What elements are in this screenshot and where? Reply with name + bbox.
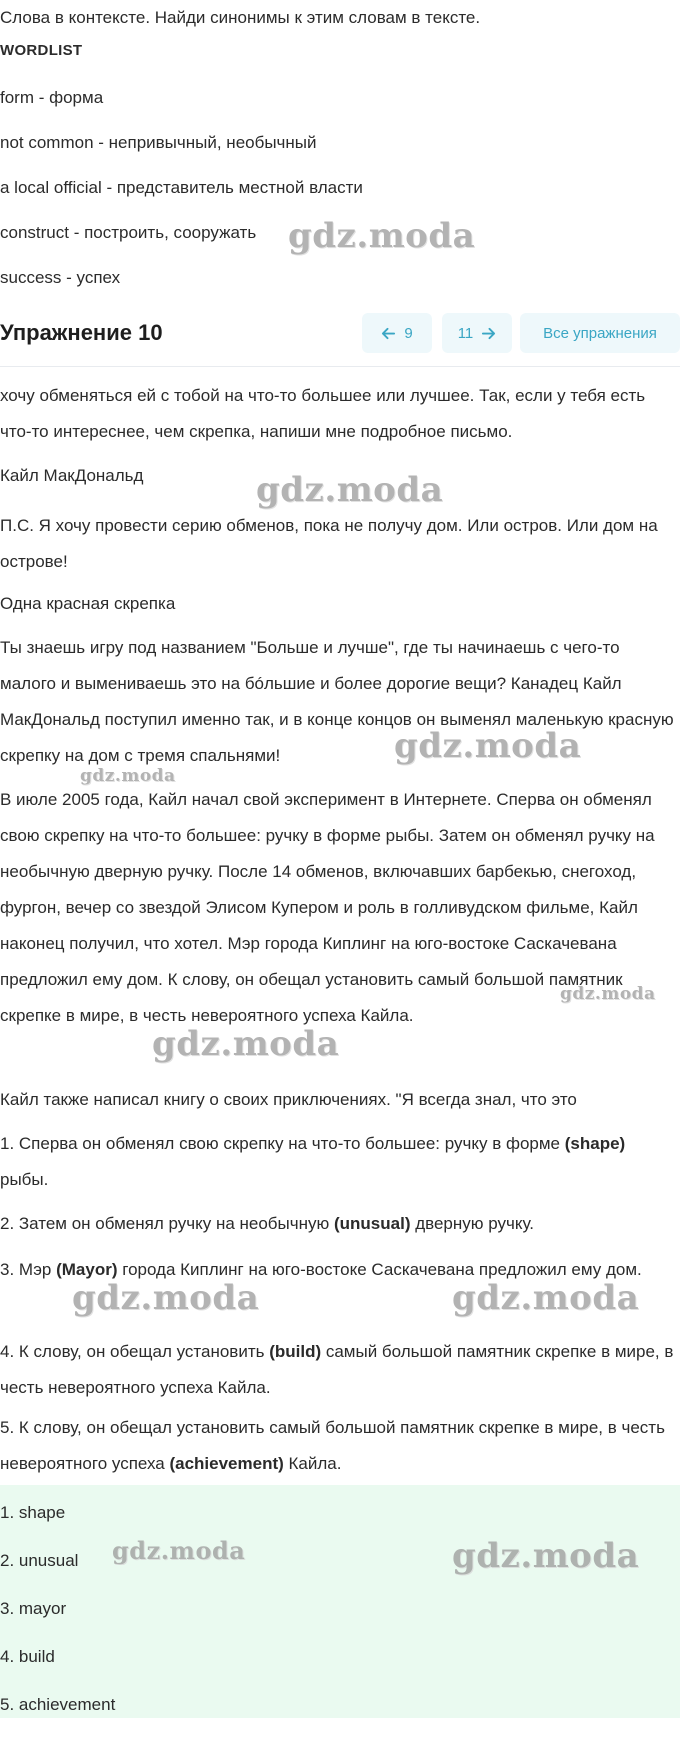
sentence-item: 2. Затем он обменял ручку на необычную (unusual) дверную ручку. (0, 1214, 535, 1233)
next-exercise-button[interactable] (442, 313, 512, 353)
watermark: gdz.moda (560, 984, 656, 1004)
answer-item: 3. mayor (0, 1599, 67, 1618)
page-title: Упражнение 10 (0, 320, 163, 345)
watermark: gdz.moda (288, 216, 476, 256)
answer-item: 5. achievement (0, 1695, 116, 1714)
intro-text: Слова в контексте. Найди синонимы к этим словам в тексте. (0, 8, 481, 27)
watermark: gdz.moda (80, 766, 176, 786)
wordlist-item: form - форма (0, 88, 104, 107)
text-paragraph: Кайл также написал книгу о своих приключениях. "Я всегда знал, что это (0, 1090, 577, 1109)
wordlist-item: success - успех (0, 268, 121, 287)
wordlist-item: construct - построить, сооружать (0, 223, 257, 242)
watermark: gdz.moda (394, 726, 582, 766)
keyword: (shape) (564, 1134, 626, 1153)
text-paragraph: В июле 2005 года, Кайл начал свой эксперимент в Интернете. Сперва он обменял свою скрепку на что-то большее: ручку в форме рыбы. Затем он обменял ручку на необычную дверную ручку. После 14 обменов, включавших барбекью, снегоход, фургон, вечер со звездой Элисом Купером и роль в голливудском фильме, Кайл наконец получил, что хотел. Мэр города Киплинг на юго-востоке Саскачевана предложил ему дом. К слову, он обещал установить самый большой памятник скрепке в мире, в честь невероятного успеха Кайла. (0, 790, 655, 1025)
sentence-item: 3. Мэр (Mayor) города Киплинг на юго-востоке Саскачевана предложил ему дом. (0, 1260, 642, 1279)
watermark: gdz.moda (452, 1278, 640, 1318)
watermark: gdz.moda (112, 1536, 246, 1565)
watermark: gdz.moda (152, 1024, 340, 1064)
wordlist-item: not common - непривычный, необычный (0, 133, 317, 152)
postscript: П.С. Я хочу провести серию обменов, пока не получу дом. Или остров. Или дом на острове! (0, 516, 658, 571)
wordlist-title: WORDLIST (0, 42, 83, 59)
answers-block (0, 1485, 680, 1718)
sentence-item: 4. К слову, он обещал установить (build) самый большой памятник скрепке в мире, в честь невероятного успеха Кайла. (0, 1342, 674, 1397)
keyword: (achievement) (169, 1454, 284, 1473)
signature: Кайл МакДональд (0, 466, 144, 485)
sentence-item: 1. Сперва он обменял свою скрепку на что-то большее: ручку в форме (shape) рыбы. (0, 1134, 626, 1189)
text-paragraph: Ты знаешь игру под названием "Больше и лучше", где ты начинаешь с чего-то малого и вымениваешь это на бóльшие и более дорогие вещи? Канадец Кайл МакДональд поступил именно так, и в конце концов он выменял маленькую красную скрепку на дом с тремя спальнями! (0, 638, 674, 765)
arrow-right-icon (481, 326, 496, 341)
next-exercise-label: 11 (457, 324, 474, 342)
keyword: (Mayor) (56, 1260, 118, 1279)
story-title: Одна красная скрепка (0, 594, 176, 613)
answer-item: 1. shape (0, 1503, 66, 1522)
all-exercises-button[interactable]: Все упражнения (520, 313, 680, 353)
sentence-item: 5. К слову, он обещал установить самый большой памятник скрепке в мире, в честь невероятного успеха (achievement) Кайла. (0, 1418, 665, 1473)
watermark: gdz.moda (452, 1536, 640, 1576)
keyword: (unusual) (333, 1214, 411, 1233)
keyword: (build) (269, 1342, 322, 1361)
watermark: gdz.moda (256, 470, 444, 510)
wordlist-item: a local official - представитель местной власти (0, 178, 363, 197)
answer-item: 2. unusual (0, 1551, 79, 1570)
answer-item: 4. build (0, 1647, 55, 1666)
exercise-header (0, 306, 680, 367)
watermark: gdz.moda (72, 1278, 260, 1318)
prev-exercise-label: 9 (404, 324, 413, 342)
text-paragraph: хочу обменяться ей с тобой на что-то большее или лучшее. Так, если у тебя есть что-то интереснее, чем скрепка, напиши мне подробное письмо. (0, 386, 646, 441)
arrow-left-icon (381, 326, 396, 341)
prev-exercise-button[interactable] (362, 313, 432, 353)
